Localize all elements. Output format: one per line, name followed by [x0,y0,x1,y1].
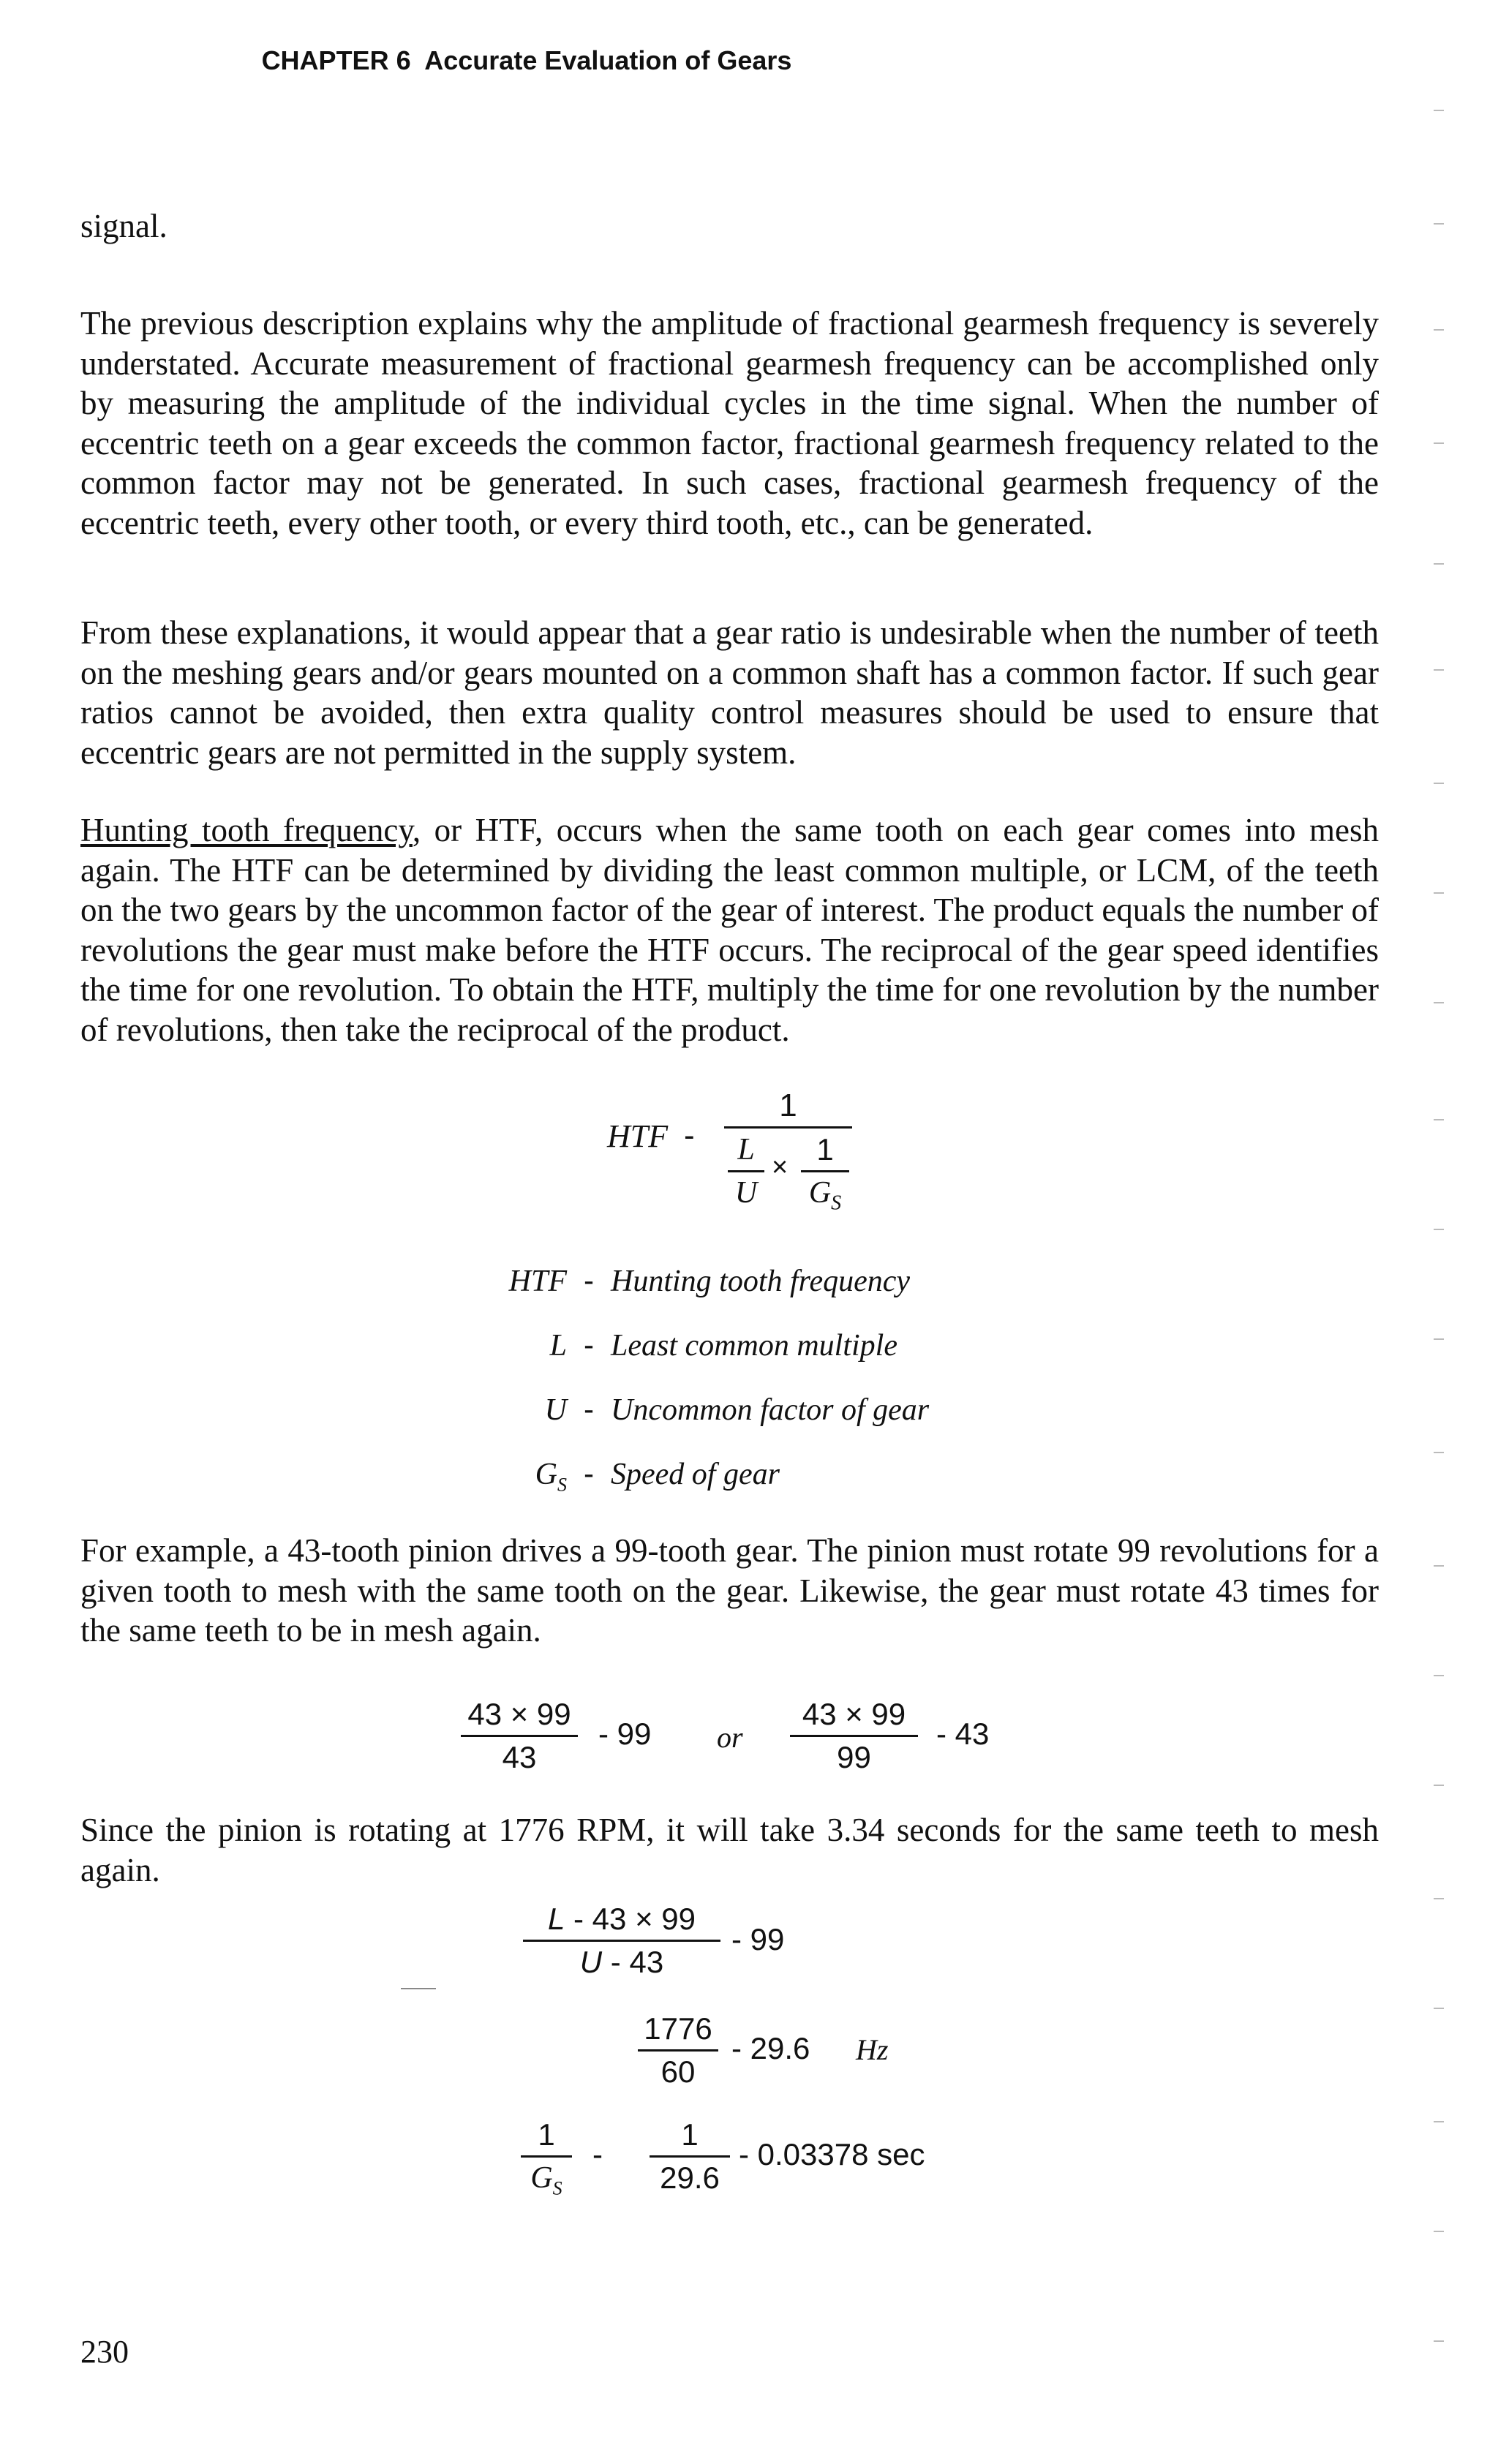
scan-mark [1434,892,1444,894]
calc3-fraction-1 [521,2117,572,2206]
example-result-1: - 99 [598,1717,652,1751]
example-fraction-2-numerator: 43 × 99 [802,1697,906,1731]
definition-text: Hunting tooth frequency [611,1265,911,1298]
formula-l-over-u [728,1132,764,1210]
definition-equals: - [584,1456,594,1491]
scan-mark [1434,1002,1444,1003]
calc3-numerator-1: 1 [538,2117,555,2152]
calc1-fraction [523,1902,720,1980]
definition-symbol: HTF [508,1265,567,1298]
formula-htf-numerator: 1 [779,1088,797,1123]
fraction-bar [790,1735,918,1737]
calc1-result: - 99 [731,1922,785,1956]
scan-mark [1434,1898,1444,1899]
paragraph-fractional-gearmesh: The previous description explains why the amplitude of fractional gearmesh frequency is severely understated. Accurate measurement of fractional gearmesh frequency can be accomplished only by measuring the amplitude of the individual cycles in the time signal. When the number of eccentric teeth on a gear exceeds the common factor, fractional gearmesh frequency related to the common factor may not be generated. In such cases, fractional gearmesh frequency of the eccentric teeth, every other tooth, or every third tooth, etc., can be generated. [80,305,1379,541]
calc2-numerator: 1776 [644,2011,712,2046]
example-fraction-2-denominator: 99 [837,1740,871,1774]
scan-mark [1434,2121,1444,2122]
formula-htf-equals: - [684,1118,695,1153]
scan-mark [1434,2008,1444,2009]
fraction-bar [521,2155,572,2158]
scan-mark [1434,110,1444,111]
formula-l: L [737,1133,755,1167]
definition-symbol: U [544,1393,567,1427]
running-header [0,45,1053,76]
calc3-result: - 0.03378 sec [739,2137,925,2171]
paragraph-hunting-tooth [80,810,1379,1050]
scan-mark [1434,1119,1444,1120]
scan-mark [1434,2231,1444,2232]
definition-text: Speed of gear [611,1458,780,1491]
definition-symbol: L [549,1329,567,1363]
calc3-equals: - [592,2137,603,2171]
calc2-result: - 29.6 [731,2031,810,2065]
example-fraction-1 [461,1697,578,1775]
fraction-bar [523,1940,720,1942]
calc2-denominator: 60 [660,2054,696,2089]
definition-equals: - [584,1392,594,1426]
calc1-numerator: L - 43 × 99 [548,1902,696,1936]
formula-one-over-gs [801,1132,849,1221]
fraction-bar [728,1170,764,1172]
scan-mark [1434,442,1444,444]
paragraph-example: For example, a 43-tooth pinion drives a 99-tooth gear. The pinion must rotate 99 revolutions for a given tooth to mesh with the same tooth on the gear. Likewise, the gear must rotate 43 times for the same teeth to be in mesh again. [80,1532,1379,1649]
scan-mark [1434,329,1444,331]
example-fraction-1-denominator: 43 [502,1740,537,1774]
formula-gs: $G_S$ [808,1176,842,1215]
formula-htf-lhs: HTF [607,1118,669,1154]
formula-times: × [772,1152,788,1183]
scan-mark [1434,1675,1444,1676]
calc1-denominator: U - 43 [579,1945,664,1979]
definition-equals: - [584,1263,594,1297]
scan-mark [1434,1565,1444,1567]
calc2-unit: Hz [856,2033,889,2066]
calc3-denominator-2: 29.6 [660,2160,720,2195]
scan-mark [1434,563,1444,565]
definition-equals: - [584,1327,594,1362]
calc3-numerator-2: 1 [681,2117,699,2152]
chapter-title: Accurate Evaluation of Gears [424,45,792,75]
example-or: or [717,1721,743,1754]
example-fraction-2 [790,1697,918,1775]
fraction-bar [801,1170,849,1172]
scan-mark [1434,669,1444,671]
fraction-bar [650,2155,730,2158]
fraction-bar [724,1126,852,1129]
paragraph-continuation: signal. [80,208,168,244]
definition-u [479,1392,929,1428]
chapter-label: CHAPTER 6 [261,45,411,75]
term-hunting-tooth-frequency: Hunting tooth frequency [80,812,413,848]
formula-htf-fraction [724,1088,852,1131]
scan-mark [1434,223,1444,225]
definition-l [479,1327,897,1363]
scan-mark [1434,2340,1444,2342]
formula-u: U [734,1176,758,1210]
scan-mark [1434,1785,1444,1786]
definition-gs [479,1456,780,1496]
fraction-bar [461,1735,578,1737]
definition-text: Least common multiple [611,1329,897,1363]
calc2-fraction [638,2011,718,2090]
calc3-denominator-1: $G_S$ [530,2161,562,2199]
calc3-fraction-2 [650,2117,730,2196]
definition-text: Uncommon factor of gear [611,1393,930,1427]
example-fraction-1-numerator: 43 × 99 [467,1697,571,1731]
paragraph-gear-ratio: From these explanations, it would appear that a gear ratio is undesirable when the number of teeth on the meshing gears and/or gears mounted on a common shaft has a common factor. If such gear ratios cannot be avoided, then extra quality control measures should be used to ensure that eccentric gears are not permitted in the supply system. [80,614,1379,771]
formula-one: 1 [816,1132,834,1167]
paragraph-hunting-tooth-text: , or HTF, occurs when the same tooth on each gear comes into mesh again. The HTF can be determined by dividing the least common multiple, or LCM, of the teeth on the two gears by the uncommon factor of the gear of interest. The product equals the number of revolutions the gear must make before the HTF occurs. The reciprocal of the gear speed identifies the time for one revolution. To obtain the HTF, multiply the time for one revolution by the number of revolutions, then take the reciprocal of the product. [80,812,1379,1048]
stray-mark [401,1988,436,1989]
scan-mark [1434,1338,1444,1340]
example-result-2: - 43 [936,1717,990,1751]
scan-mark [1434,1452,1444,1453]
definition-symbol: $G_S$ [535,1458,567,1496]
scan-mark [1434,1229,1444,1230]
scan-mark [1434,783,1444,784]
paragraph-pinion-speed: Since the pinion is rotating at 1776 RPM, it will take 3.34 seconds for the same teeth to mesh again. [80,1812,1379,1888]
fraction-bar [638,2049,718,2052]
definition-htf [479,1263,910,1299]
page-number: 230 [80,2334,129,2370]
